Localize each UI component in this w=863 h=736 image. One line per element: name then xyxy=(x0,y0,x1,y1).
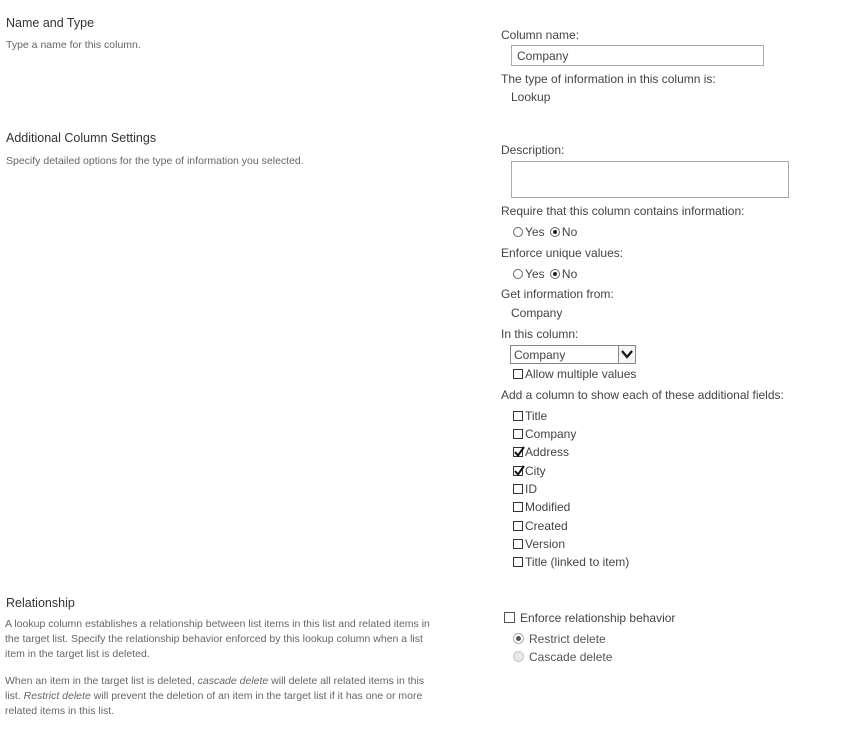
enforce-relationship-label: Enforce relationship behavior xyxy=(520,610,676,625)
unique-yes-label: Yes xyxy=(525,266,545,281)
relationship-desc-part3: will prevent the deletion of an item in the target list if it has one or more related items in this list. xyxy=(5,690,423,717)
additional-fields-list xyxy=(513,408,629,573)
relationship-desc: A lookup column establishes a relationship between list items in this list and related items in the target list. Specify the relationship behavior enforced by this lookup column when a list item in the target list is deleted. xyxy=(5,618,430,660)
unique-no-radio[interactable] xyxy=(550,269,560,279)
additional-field-checkbox[interactable] xyxy=(513,502,523,512)
in-column-label: In this column: xyxy=(501,327,579,341)
column-name-input[interactable] xyxy=(511,45,764,66)
relationship-desc-part2: will delete all related items in this list. xyxy=(5,675,425,702)
additional-field-row[interactable] xyxy=(513,463,629,481)
additional-field-row[interactable] xyxy=(513,445,629,463)
additional-field-label: Title xyxy=(525,408,548,423)
cascade-delete-radio[interactable] xyxy=(513,651,524,662)
relationship-title: Relationship xyxy=(6,596,75,610)
additional-field-checkbox[interactable] xyxy=(513,484,523,494)
additional-field-label: Modified xyxy=(525,500,571,515)
relationship-desc-restrict: Restrict delete xyxy=(23,690,91,702)
additional-field-checkbox[interactable] xyxy=(513,447,523,457)
unique-radio-group xyxy=(513,266,577,281)
additional-field-label: Company xyxy=(525,427,577,442)
additional-field-label: Address xyxy=(525,445,570,460)
additional-field-row[interactable] xyxy=(513,536,629,554)
allow-multiple-row[interactable] xyxy=(513,366,636,381)
name-type-title: Name and Type xyxy=(6,16,95,30)
relationship-desc-delete xyxy=(5,674,430,719)
relationship-desc-cascade: cascade delete xyxy=(197,675,269,687)
additional-field-row[interactable] xyxy=(513,426,629,444)
chevron-down-icon xyxy=(618,346,635,363)
additional-field-label: ID xyxy=(525,482,537,497)
additional-field-checkbox[interactable] xyxy=(513,521,523,531)
require-label: Require that this column contains information: xyxy=(501,204,745,218)
require-yes-label: Yes xyxy=(525,224,545,239)
type-label: The type of information in this column is: xyxy=(501,72,716,86)
additional-field-row[interactable] xyxy=(513,518,629,536)
cascade-delete-label: Cascade delete xyxy=(529,649,613,664)
additional-fields-label: Add a column to show each of these additional fields: xyxy=(501,388,784,402)
additional-field-row[interactable] xyxy=(513,408,629,426)
enforce-relationship-checkbox[interactable] xyxy=(504,612,515,623)
get-info-label: Get information from: xyxy=(501,287,614,301)
in-column-select-value: Company xyxy=(514,348,566,362)
additional-field-label: City xyxy=(525,463,546,478)
in-column-select[interactable] xyxy=(510,345,636,364)
unique-yes-radio[interactable] xyxy=(513,269,523,279)
additional-field-row[interactable] xyxy=(513,554,629,572)
get-info-value: Company xyxy=(511,306,563,320)
additional-field-row[interactable] xyxy=(513,499,629,517)
additional-field-checkbox[interactable] xyxy=(513,429,523,439)
additional-field-checkbox[interactable] xyxy=(513,411,523,421)
restrict-delete-radio[interactable] xyxy=(513,633,524,644)
additional-settings-desc: Specify detailed options for the type of information you selected. xyxy=(6,155,304,167)
cascade-delete-row[interactable] xyxy=(513,649,612,664)
name-type-desc: Type a name for this column. xyxy=(6,39,141,51)
additional-field-checkbox[interactable] xyxy=(513,539,523,549)
additional-field-label: Title (linked to item) xyxy=(525,555,630,570)
description-label: Description: xyxy=(501,143,565,157)
additional-field-checkbox[interactable] xyxy=(513,557,523,567)
additional-field-label: Created xyxy=(525,518,568,533)
restrict-delete-row[interactable] xyxy=(513,631,606,646)
allow-multiple-label: Allow multiple values xyxy=(525,366,637,381)
require-no-label: No xyxy=(561,224,578,239)
unique-no-label: No xyxy=(561,266,578,281)
require-radio-group xyxy=(513,224,577,239)
allow-multiple-checkbox[interactable] xyxy=(513,369,523,379)
additional-field-row[interactable] xyxy=(513,481,629,499)
restrict-delete-label: Restrict delete xyxy=(529,631,606,646)
column-name-label: Column name: xyxy=(501,28,580,42)
unique-label: Enforce unique values: xyxy=(501,246,624,260)
additional-field-checkbox[interactable] xyxy=(513,466,523,476)
enforce-relationship-row[interactable] xyxy=(504,610,675,625)
require-yes-radio[interactable] xyxy=(513,227,523,237)
require-no-radio[interactable] xyxy=(550,227,560,237)
additional-settings-title: Additional Column Settings xyxy=(6,131,157,145)
relationship-desc-part1: When an item in the target list is deleted, xyxy=(5,675,198,687)
additional-field-label: Version xyxy=(525,536,566,551)
description-input[interactable] xyxy=(511,161,789,198)
type-value: Lookup xyxy=(511,90,551,104)
